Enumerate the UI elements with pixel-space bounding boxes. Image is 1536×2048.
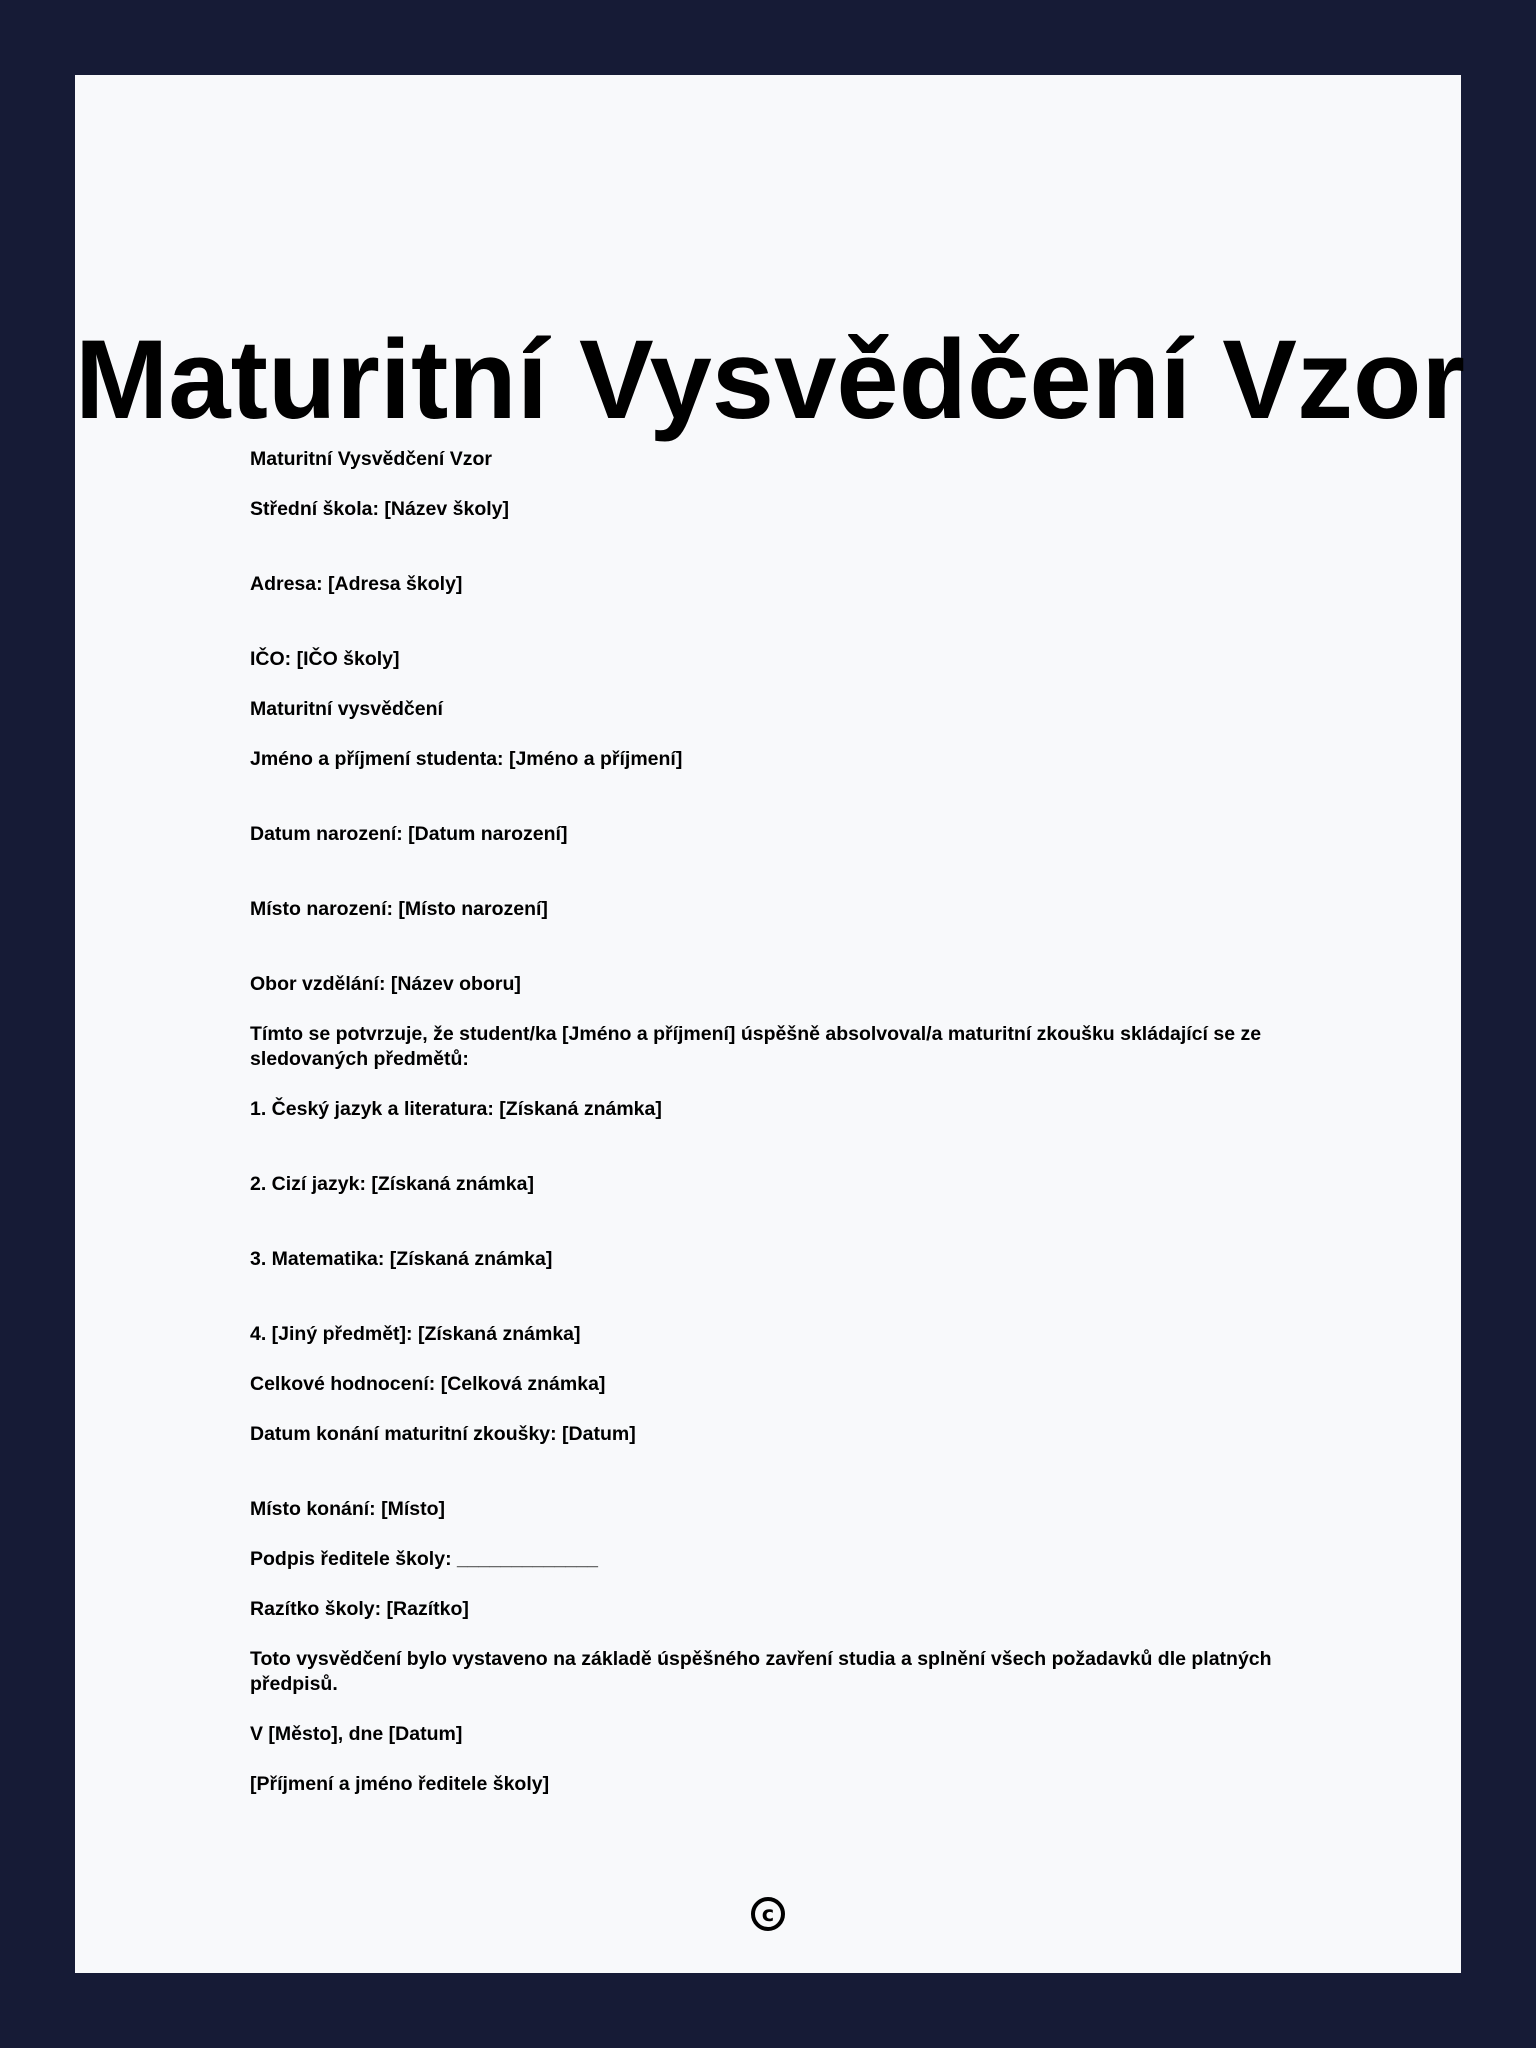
director-name-line: [Příjmení a jméno ředitele školy]	[250, 1773, 550, 1795]
document-body	[250, 447, 1340, 1797]
director-signature-line: Podpis ředitele školy: _____________	[250, 1548, 598, 1570]
school-address-line: Adresa: [Adresa školy]	[250, 573, 463, 595]
subject-foreign-language-line: 2. Cizí jazyk: [Získaná známka]	[250, 1173, 534, 1195]
issuance-paragraph: Toto vysvědčení bylo vystaveno na základě úspěšného zavření studia a splnění všech požadavků dle platných předpisů.	[250, 1648, 1272, 1695]
copyright-symbol: c	[761, 1902, 775, 1926]
doc-heading-line: Maturitní Vysvědčení Vzor	[250, 448, 493, 470]
overall-grade-line: Celkové hodnocení: [Celková známka]	[250, 1373, 606, 1395]
student-name-line: Jméno a příjmení studenta: [Jméno a příjmení]	[250, 748, 683, 770]
exam-date-line: Datum konání maturitní zkoušky: [Datum]	[250, 1423, 636, 1445]
confirmation-paragraph: Tímto se potvrzuje, že student/ka [Jméno a příjmení] úspěšně absolvoval/a maturitní zkoušku skládající se ze sledovaných předmětů:	[250, 1023, 1262, 1070]
exam-place-line: Místo konání: [Místo]	[250, 1498, 445, 1520]
birth-place-line: Místo narození: [Místo narození]	[250, 898, 548, 920]
school-ico-line: IČO: [IČO školy]	[250, 648, 400, 670]
document-page	[75, 75, 1465, 1973]
school-stamp-line: Razítko školy: [Razítko]	[250, 1598, 469, 1620]
copyright-icon	[751, 1897, 785, 1931]
school-name-line: Střední škola: [Název školy]	[250, 498, 510, 520]
birth-date-line: Datum narození: [Datum narození]	[250, 823, 568, 845]
footer	[0, 1897, 1536, 1936]
certificate-heading-line: Maturitní vysvědčení	[250, 698, 443, 720]
subject-other-line: 4. [Jiný předmět]: [Získaná známka]	[250, 1323, 581, 1345]
page-title: Maturitní Vysvědčení Vzor	[75, 317, 1465, 442]
field-of-study-line: Obor vzdělání: [Název oboru]	[250, 973, 521, 995]
subject-math-line: 3. Matematika: [Získaná známka]	[250, 1248, 553, 1270]
place-date-line: V [Město], dne [Datum]	[250, 1723, 463, 1745]
subject-czech-line: 1. Český jazyk a literatura: [Získaná známka]	[250, 1098, 662, 1120]
